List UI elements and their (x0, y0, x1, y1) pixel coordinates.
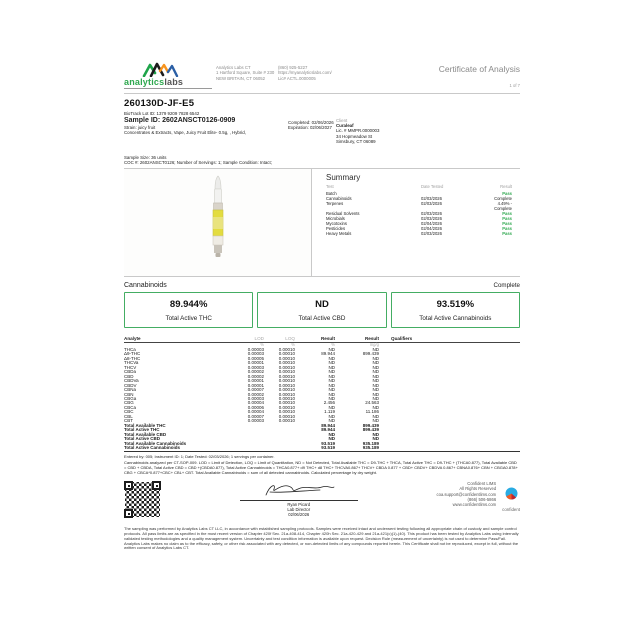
total-result-mgg: 899.439 (362, 427, 379, 433)
analyte-result-pct: ND (328, 373, 335, 379)
analyte-name: CBN (124, 391, 134, 397)
summary-test-name: Microbials (326, 215, 345, 221)
analyte-name: CBGa (124, 395, 137, 401)
analyte-name: CBNa (124, 387, 137, 393)
qualifier-bar-track (411, 384, 503, 387)
client-address2: Simsbury, CT 06089 (336, 138, 376, 144)
summary-date-tested: 02/03/2026 (421, 210, 442, 216)
analyte-result-pct: ND (328, 391, 335, 397)
total-label: Total Available Cannabinoids (124, 440, 187, 446)
analyte-result-pct: ND (328, 355, 335, 361)
qualifier-bar-track (411, 380, 503, 383)
analyte-result-pct: ND (328, 418, 335, 424)
analyte-name: CBG (124, 400, 134, 406)
summary-date-tested: 02/03/2026 (421, 215, 442, 221)
analyte-lod: 0.00002 (247, 369, 264, 375)
certificate-page (124, 62, 520, 551)
total-label: Total Active CBD (124, 436, 161, 442)
total-result-pct: 93.519 (321, 444, 335, 450)
signer-name: Ryan Picard (287, 502, 311, 508)
analyte-result-mgg: ND (372, 364, 379, 370)
lims-rights: All Rights Reserved (459, 486, 497, 492)
client-name: Curaleaf (336, 123, 354, 129)
sample-id: Sample ID: 2602ANSCT0126-0909 (124, 117, 236, 125)
lims-text (437, 481, 497, 507)
qualifier-bar-track (411, 411, 503, 414)
lab-name: Analytics Labs CT (216, 65, 251, 70)
total-result-mgg: 899.439 (362, 422, 379, 428)
analyte-lod: 0.00001 (247, 360, 264, 366)
cannabinoids-header (124, 282, 520, 289)
summary-date-tested: 02/03/2026 (421, 231, 442, 237)
analyte-result-mgg: ND (372, 355, 379, 361)
product-photo (124, 169, 312, 276)
analyte-loq: 0.00010 (278, 391, 295, 397)
page-number: 1 of 7 (509, 83, 520, 88)
summary-row (326, 201, 512, 211)
analyte-lod: 0.00001 (247, 382, 264, 388)
method-footnotes (124, 455, 520, 475)
total-label: Total Available THC (124, 422, 166, 428)
analyte-name: CBC (124, 409, 134, 415)
col-lod: LOD (254, 336, 264, 342)
analyte-name: Δ8-THC (124, 355, 141, 361)
expiration-date: Expiration: 02/06/2027 (288, 125, 332, 131)
qualifier-bar-track (411, 353, 503, 356)
analyte-name: CBDV (124, 382, 137, 388)
summary-result: Pass (502, 210, 512, 216)
batch-code: 260130D-JF-E5 (124, 98, 195, 109)
analyte-result-pct: ND (328, 360, 335, 366)
analyte-loq: 0.00010 (278, 355, 295, 361)
lims-block (437, 481, 520, 512)
summary-result: Pass (502, 221, 512, 227)
analyte-loq: 0.00010 (278, 409, 295, 415)
logo-wordmark-primary: analytics (124, 77, 165, 87)
qualifier-bar-track (411, 402, 503, 405)
analyte-lod: 0.00003 (247, 418, 264, 424)
total-result-mgg: 935.189 (362, 444, 379, 450)
summary-date-tested: 02/04/2026 (421, 226, 442, 232)
qr-finder-icon (124, 509, 133, 518)
lab-address-line1: 1 Hartford Square, Suite # 230 (216, 70, 275, 76)
highlight-label: Total Active Cannabinoids (419, 315, 492, 323)
summary-date-tested: 02/03/2026 (421, 200, 442, 206)
coc-number: COC #: 2602ANSCT0126; Number of Servings: 1; Sample Condition: Intact; (124, 160, 272, 166)
analyte-name: THCa (124, 347, 136, 352)
analyte-result-mgg: ND (372, 369, 379, 375)
qualifier-bar-track (411, 375, 503, 378)
entered-by-line: Entered by: 005; Instrument ID: 1; Date Tested: 02/03/2026; 1 servings per container. (124, 454, 275, 460)
analyte-lod: 0.00004 (247, 409, 264, 415)
client-address1: 34 Hopmeadow St (336, 133, 373, 139)
highlight-box (257, 292, 386, 328)
analyte-lod: 0.00004 (247, 400, 264, 406)
analyte-loq: 0.00010 (278, 400, 295, 406)
analyte-result-pct: ND (328, 413, 335, 419)
signature-line (240, 500, 358, 501)
highlight-label: Total Active CBD (298, 315, 346, 323)
analyte-loq: 0.00010 (278, 373, 295, 379)
total-result-pct: 89.944 (321, 427, 335, 433)
table-totals (124, 424, 520, 451)
total-label: Total Active Cannabinoids (124, 444, 181, 450)
analyte-lod: 0.00006 (247, 404, 264, 410)
analyte-loq: 0.00010 (278, 369, 295, 375)
analyte-loq: 0.00010 (278, 418, 295, 424)
highlight-box (391, 292, 520, 328)
analyte-loq: 0.00010 (278, 364, 295, 370)
total-result-pct: 93.519 (321, 440, 335, 446)
analyte-lod: 0.00003 (247, 351, 264, 357)
lab-address-block (216, 65, 278, 81)
summary-col-date: Date Tested (421, 184, 444, 190)
analyte-name: Δ9-THC (124, 351, 141, 357)
total-result-mgg: 935.189 (362, 440, 379, 446)
analyte-name: CBCa (124, 404, 137, 410)
lab-phone: (860) 925-5227 (278, 65, 308, 70)
total-result-pct: ND (328, 436, 335, 442)
analyte-result-mgg: ND (372, 373, 379, 379)
signature-block (161, 481, 437, 517)
table-header-row (124, 336, 520, 343)
analyte-result-mgg: ND (372, 391, 379, 397)
summary-col-result: Result (500, 184, 512, 190)
summary-date-tested: 02/04/2026 (421, 221, 442, 227)
result-mgg-unit: mg/g (369, 342, 379, 348)
table-body (124, 348, 520, 424)
analyte-result-mgg: ND (372, 413, 379, 419)
col-qualifiers: Qualifiers (391, 336, 413, 342)
qualifier-bar-track (411, 420, 503, 423)
lab-address-line2: NEW BRITAIN, CT 06052 (216, 75, 266, 81)
summary-date-tested: 02/03/2026 (421, 195, 442, 201)
analyte-lod: 0.00007 (247, 387, 264, 393)
summary-result: Complete (494, 195, 512, 201)
analyte-result-pct: ND (328, 378, 335, 384)
summary-test-name: Residual Solvents (326, 210, 360, 216)
qualifier-bar-track (411, 398, 503, 401)
summary-test-name: Heavy Metals (326, 231, 352, 237)
analyte-loq: 0.00010 (278, 387, 295, 393)
signer-title: Lab Director (287, 507, 311, 513)
dates-block (288, 120, 334, 130)
total-result-mgg: ND (372, 436, 379, 442)
analyte-result-pct: ND (328, 395, 335, 401)
sample-size: Sample Size: 36 units (124, 155, 167, 160)
header-right (439, 62, 520, 88)
biotrack-lot-id: BioTrack Lot ID: 1379 9209 7828 6542 (124, 111, 200, 116)
summary-test-name: Pesticides (326, 226, 346, 232)
lod-unit: % (260, 342, 264, 348)
col-loq: LOQ (285, 336, 295, 342)
qualifier-bar-track (411, 393, 503, 396)
total-label: Total Available CBD (124, 431, 167, 437)
signature-icon (260, 481, 338, 499)
header (124, 62, 520, 94)
analyte-result-mgg: ND (372, 360, 379, 366)
analyte-result-mgg: ND (372, 387, 379, 393)
qualifier-bar-track (411, 415, 503, 418)
qr-finder-icon (124, 481, 133, 490)
lab-logo (124, 62, 212, 89)
analyte-result-mgg: ND (372, 378, 379, 384)
confident-logo (502, 481, 520, 512)
strain: Strain: juicy fruit (124, 125, 156, 131)
highlight-value: 89.944% (169, 299, 208, 311)
summary-title: Summary (326, 173, 361, 183)
analyte-name: THCVa (124, 360, 139, 366)
legal-disclaimer: The sampling was performed by Analytics Labs CT LLC, in accordance with established sampling protocols. Samples were received intact and underwent testing following all appropriate chain of custody and sample control protocols. All pass limits are as specified in the most recent version of Chapter 420f Sec. 21a-408-414, Chapter 420h Sec. 21a-420-429 and 21a-421(c)(1)-(40). This product has been tested by Analytics Labs using internally validated testing methodologies and a quality management system. Uncertainty and test condition information is available upon request. Decision Rule (measurement of uncertainty) is not used to determine Pass/Fail. Analytics Labs makes no claim as to the efficacy, safety, or other risk associated with any detected, or non-detected limits of any compounds reported herein. This Certificate shall not be reproduced, except in full, without the written consent of Analytics Labs CT. (124, 526, 519, 551)
analyte-name: CBDa (124, 369, 137, 375)
sample-info (124, 111, 520, 151)
highlight-box (124, 292, 253, 328)
lab-license: Lic# ACTL.0000005 (278, 75, 316, 81)
summary-result: Pass (502, 215, 512, 221)
lab-contact-block (278, 65, 356, 81)
summary-col-test: Test (326, 184, 334, 190)
analyte-result-mgg: ND (372, 404, 379, 410)
table-bottom-rule (124, 451, 520, 452)
analyte-loq: 0.00010 (278, 351, 295, 357)
total-result-pct: 89.944 (321, 422, 335, 428)
col-result-pct: Result (320, 336, 335, 342)
analyte-name: CBD (124, 373, 134, 379)
summary-test-name: Batch (326, 190, 337, 196)
analyte-lod: 0.00002 (247, 373, 264, 379)
analyte-result-pct: 2.456 (323, 400, 335, 406)
method-description: Cannabinoids analyzed per CT-SOP-009. LOD = Limit of Detection, LOQ = Limit of Quantitation, ND = Not Detected, Total Available THC = D9-THC + THCA, Total Active THC = D9-THC + (THCA0.877), Total Available CBD = CBD + CBDA, Total Active CBD = CBD +(CBDA0.877), Total Active Cannabinoids = THCA0.877+ d9 THC+ d8 THC+ THCVA0.867+ THCV+ CBDA 0.877 + CBD+ CBDV+ CBDVA 0.867+ CBNA0.876+ CBN + CBGA0.878+ CBG + CBCA*0.877+CBC+ CBL+ CBT. Total Available Cannabinoids = sum of all detected cannabinoids. Calculated percentage by dry weight. (124, 460, 518, 475)
analyte-loq: 0.00010 (278, 395, 295, 401)
qualifier-bar-track (411, 349, 503, 352)
qualifier-bar-track (411, 406, 503, 409)
analyte-result-pct: ND (328, 364, 335, 370)
analyte-name: CBDVa (124, 378, 139, 384)
lab-url: https://myanalyticslabs.com/ (278, 70, 332, 76)
analyte-lod: 0.00003 (247, 347, 264, 352)
highlight-boxes (124, 292, 520, 328)
analyte-result-pct: ND (328, 369, 335, 375)
analyte-result-pct: ND (328, 404, 335, 410)
analyte-table (124, 336, 520, 452)
analyte-loq: 0.00010 (278, 347, 295, 352)
client-license: Lic. # MMPR.0000003 (336, 128, 380, 134)
client-block (336, 118, 379, 144)
analyte-loq: 0.00010 (278, 360, 295, 366)
summary-panel (312, 169, 520, 276)
qualifier-bar-track (411, 362, 503, 365)
analyte-loq: 0.00010 (278, 413, 295, 419)
qr-finder-icon (152, 481, 161, 490)
qualifier-bar-track (411, 389, 503, 392)
analyte-loq: 0.00010 (278, 404, 295, 410)
analyte-lod: 0.00002 (247, 391, 264, 397)
lims-email: coa.support@confidentlims.com (436, 491, 497, 497)
summary-result: 4.49% - Complete (494, 200, 512, 211)
sample-details (124, 111, 284, 136)
signature-date: 02/06/2026 (288, 512, 310, 518)
summary-result: Pass (502, 226, 512, 232)
highlight-label: Total Active THC (165, 315, 212, 323)
summary-row (326, 231, 512, 236)
document-title: Certificate of Analysis (438, 64, 520, 74)
logo-wordmark-secondary: labs (164, 77, 184, 87)
client-label: Client (336, 118, 348, 123)
lims-url: www.confidentlims.com (452, 502, 497, 508)
analyte-result-pct: ND (328, 347, 335, 352)
analyte-lod: 0.00001 (247, 378, 264, 384)
analyte-result-pct: 89.944 (321, 351, 335, 357)
analyte-lod: 0.00005 (247, 355, 264, 361)
confident-logo-icon (505, 487, 518, 500)
confident-brand: confident (502, 507, 520, 513)
lims-name: Confident LIMS (467, 481, 497, 487)
cannabinoids-status: Complete (493, 282, 520, 290)
analyte-lod: 0.00007 (247, 413, 264, 419)
summary-test-name: Terpenes (326, 200, 344, 206)
analyte-result-mgg: ND (372, 395, 379, 401)
analyte-name: CBL (124, 413, 133, 419)
analyte-result-mgg: 899.439 (362, 351, 379, 357)
analyte-loq: 0.00010 (278, 378, 295, 384)
total-row (124, 446, 520, 450)
analyte-result-mgg: ND (372, 382, 379, 388)
summary-test-name: Cannabinoids (326, 195, 352, 201)
analyte-result-pct: ND (328, 387, 335, 393)
analyte-lod: 0.00003 (247, 364, 264, 370)
media-summary-region (124, 168, 520, 277)
analyte-result-pct: ND (328, 382, 335, 388)
cannabinoids-title: Cannabinoids (124, 282, 167, 290)
summary-rows (326, 191, 512, 237)
summary-result: Pass (502, 231, 512, 237)
product-description: Concentrates & Extracts, Vape, Juicy Fruit Elite- 0.5g, , Hybrid, (124, 130, 246, 136)
qualifier-bar-track (411, 371, 503, 374)
qualifier-bar-track (411, 357, 503, 360)
vape-cartridge-image (203, 175, 233, 271)
logo-wordmark (124, 77, 212, 89)
total-label: Total Active THC (124, 427, 160, 433)
footer (124, 481, 520, 518)
loq-unit: % (291, 342, 295, 348)
total-result-pct: ND (328, 431, 335, 437)
col-result-mgg: Result (364, 336, 379, 342)
analyte-result-pct: 1.119 (324, 409, 335, 415)
analyte-name: CBT (124, 418, 133, 424)
lims-phone: (866) 506-5866 (467, 496, 497, 502)
completed-date: Completed: 02/06/2026 (288, 120, 334, 125)
qualifier-bar-track (411, 366, 503, 369)
analyte-result-mgg: 11.186 (365, 409, 379, 415)
analyte-loq: 0.00010 (278, 382, 295, 388)
analyte-result-mgg: ND (372, 347, 379, 352)
col-analyte: Analyte (124, 336, 141, 342)
analyte-name: THCV (124, 364, 137, 370)
coc-block (124, 155, 520, 165)
summary-test-name: Mycotoxins (326, 221, 347, 227)
analyte-lod: 0.00003 (247, 395, 264, 401)
summary-header-row (326, 184, 512, 189)
qr-code (124, 481, 161, 518)
highlight-value: ND (315, 299, 329, 311)
analyte-result-mgg: ND (372, 418, 379, 424)
mountain-logo-icon (142, 62, 182, 77)
result-pct-unit: % (331, 342, 335, 348)
highlight-value: 93.519% (436, 299, 475, 311)
total-result-mgg: ND (372, 431, 379, 437)
summary-result: Pass (502, 190, 512, 196)
analyte-result-mgg: 24.563 (365, 400, 379, 406)
